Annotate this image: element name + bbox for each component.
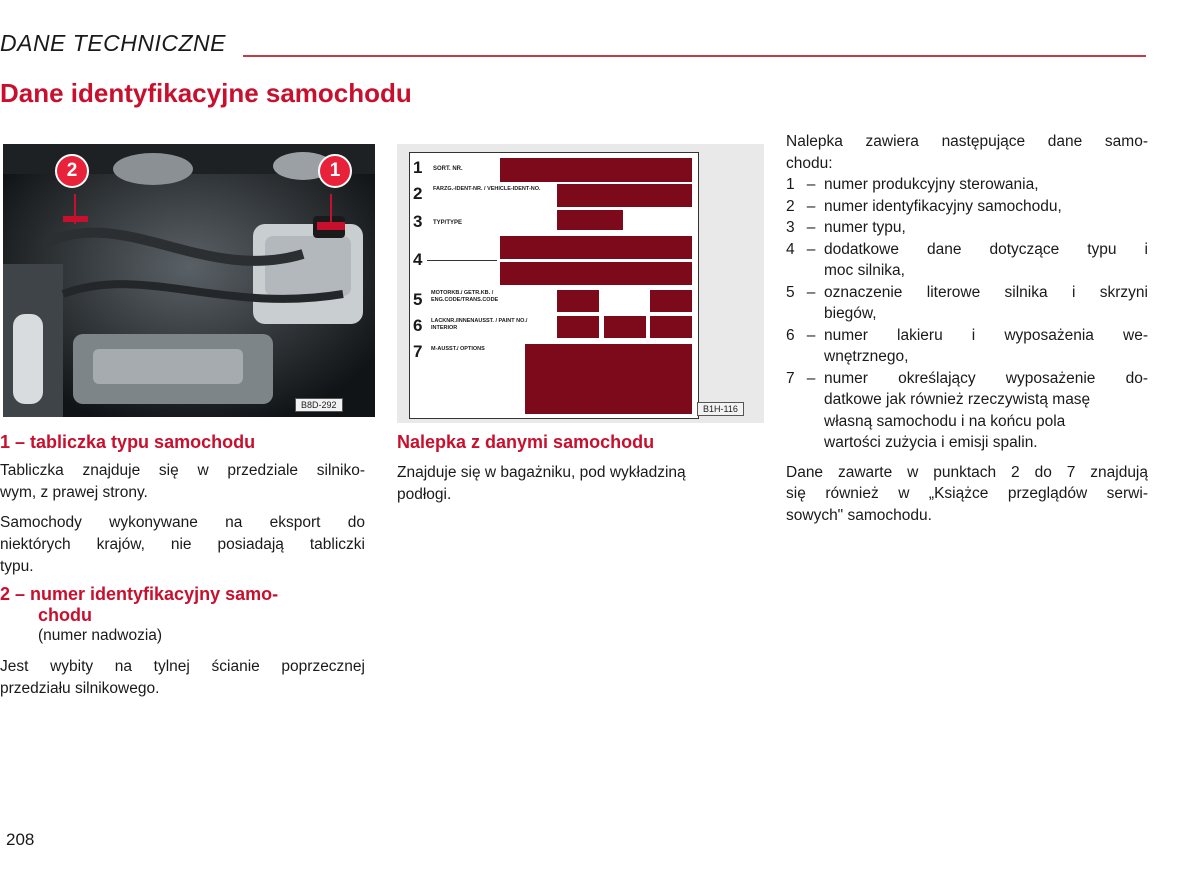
- sticker-label-6: LACKNR./INNENAUSST. / PAINT NO./ INTERIOR: [431, 318, 528, 331]
- sticker-num-3: 3: [413, 212, 423, 231]
- sticker-heading: Nalepka z danymi samochodu: [397, 432, 655, 452]
- section2-subtitle: (numer nadwozia): [38, 627, 163, 644]
- section1-p2-line2: niektórych krajów, nie posiadają tabliczki: [0, 536, 365, 553]
- list-item: 7 – numer określający wyposażenie do-: [786, 369, 1148, 387]
- sticker-field-6c: [650, 316, 692, 338]
- list-item: 6 – numer lakieru i wyposażenia we-: [786, 326, 1148, 344]
- list-item-continuation: biegów,: [824, 305, 877, 322]
- list-outro-line3: sowych" samochodu.: [786, 506, 932, 524]
- engine-bay-illustration: [3, 144, 375, 417]
- sticker-label-1: SORT. NR.: [433, 166, 463, 172]
- list-item-continuation: wnętrznego,: [824, 348, 909, 365]
- sticker-field-4a: [500, 236, 692, 259]
- list-intro-line2: chodu:: [786, 154, 833, 172]
- sticker-field-5b: [650, 290, 692, 312]
- section2-heading-line2: chodu: [38, 605, 92, 625]
- list-intro-line1: Nalepka zawiera następujące dane samo-: [786, 133, 1148, 150]
- sticker-field-5a: [557, 290, 599, 312]
- sticker-field-2: [557, 184, 692, 207]
- list-item: 3 – numer typu,: [786, 219, 906, 236]
- sticker-p-line2: podłogi.: [397, 486, 452, 503]
- sticker-label-5: MOTORKB./ GETR.KB. / ENG.CODE/TRANS.CODE: [431, 290, 499, 303]
- sticker-num-5: 5: [413, 290, 423, 309]
- list-item: 4 – dodatkowe dane dotyczące typu i: [786, 240, 1148, 258]
- list-item-continuation: własną samochodu i na końcu pola: [824, 412, 1066, 430]
- section1-p2-line1: Samochody wykonywane na eksport do: [0, 514, 365, 531]
- sticker-num-1: 1: [413, 158, 423, 177]
- list-item: 2 – numer identyfikacyjny samochodu,: [786, 197, 1062, 215]
- section1-p1-line2: wym, z prawej strony.: [0, 484, 148, 501]
- section2-heading-line1: 2 – numer identyfikacyjny samo-: [0, 584, 279, 604]
- sticker-code: B1H-116: [697, 402, 744, 416]
- page-title: Dane identyfikacyjne samochodu: [0, 78, 412, 108]
- list-outro-line2: się również w „Książce przeglądów serwi-: [786, 485, 1148, 502]
- engine-bay-photo: [3, 144, 375, 417]
- sticker-leader-4: [427, 260, 497, 261]
- sticker-num-6: 6: [413, 316, 423, 335]
- sticker-field-1: [500, 158, 692, 182]
- list-item-continuation: wartości zużycia i emisji spalin.: [824, 434, 1038, 451]
- sticker-num-4: 4: [413, 250, 423, 269]
- sticker-label-3: TYP/TYPE: [433, 220, 463, 226]
- list-item: 1 – numer produkcyjny sterowania,: [786, 176, 1039, 193]
- sticker-field-4b: [500, 262, 692, 285]
- header-rule: [243, 55, 1146, 57]
- running-header: DANE TECHNICZNE: [0, 30, 227, 56]
- list-item-continuation: datkowe jak również rzeczywistą masę: [824, 391, 1091, 408]
- sticker-field-3: [557, 210, 623, 230]
- sticker-field-6a: [557, 316, 599, 338]
- sticker-field-6b: [604, 316, 646, 338]
- section2-p-line1: Jest wybity na tylnej ścianie poprzecznej: [0, 658, 365, 675]
- section2-p-line2: przedziału silnikowego.: [0, 680, 160, 697]
- section1-heading: 1 – tabliczka typu samochodu: [0, 432, 256, 452]
- sticker-num-2: 2: [413, 184, 423, 203]
- sticker-field-7: [525, 344, 692, 414]
- sticker-num-7: 7: [413, 342, 423, 361]
- marker-1: 1: [318, 154, 352, 188]
- sticker-p-line1: Znajduje się w bagażniku, pod wykładziną: [397, 464, 686, 481]
- list-item-continuation: moc silnika,: [824, 262, 905, 279]
- page-number: 208: [6, 830, 35, 849]
- list-outro-line1: Dane zawarte w punktach 2 do 7 znajdują: [786, 463, 1148, 481]
- sticker-contents-list: [786, 131, 1148, 526]
- vehicle-data-sticker-figure: [397, 144, 764, 423]
- sticker-label-2: FARZG.-IDENT-NR. / VEHICLE-IDENT-NO.: [433, 186, 541, 192]
- list-item: 5 – oznaczenie literowe silnika i skrzyni: [786, 283, 1148, 301]
- marker-2: 2: [55, 154, 89, 188]
- sticker-label-7: M-AUSST./ OPTIONS: [431, 346, 485, 352]
- section1-p1-line1: Tabliczka znajduje się w przedziale silniko-: [0, 462, 365, 479]
- photo-code: B8D-292: [295, 398, 343, 412]
- section1-p2-line3: typu.: [0, 558, 34, 575]
